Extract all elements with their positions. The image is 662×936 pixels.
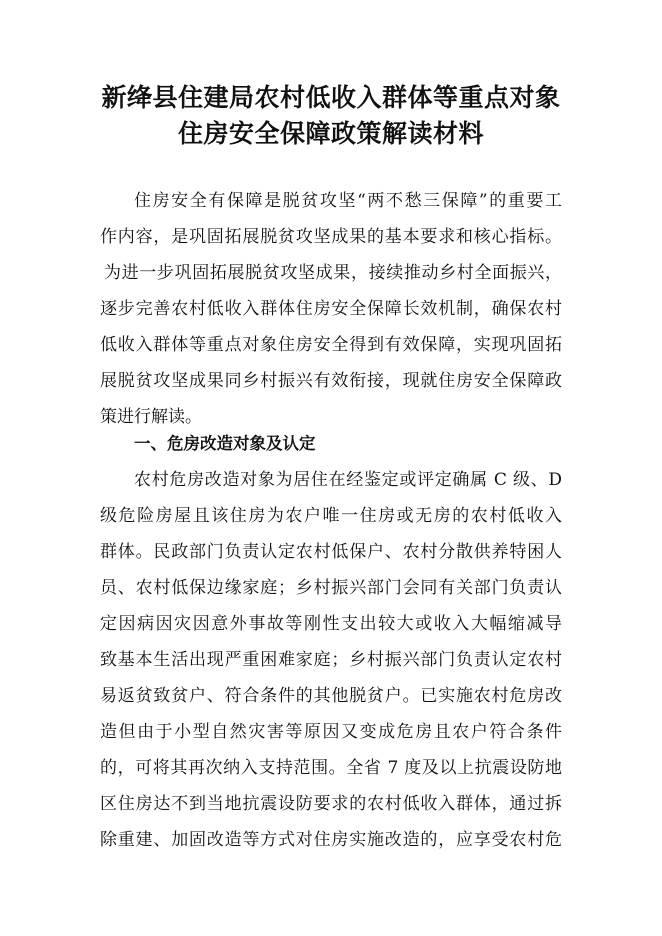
paragraph-2-line: 易返贫致贫户、符合条件的其他脱贫户。已实施农村危房改 [100, 686, 562, 706]
paragraph-2-line: 造但由于小型自然灾害等原因又变成危房且农户符合条件 [100, 722, 562, 742]
paragraph-2-line: 致基本生活出现严重困难家庭；乡村振兴部门负责认定农村 [100, 650, 562, 670]
paragraph-1-line: 作内容，是巩固拓展脱贫攻坚成果的基本要求和核心指标。 [100, 227, 562, 247]
paragraph-1-line: 低收入群体等重点对象住房安全得到有效保障，实现巩固拓 [100, 335, 562, 355]
document-title-line-2: 住房安全保障政策解读材料 [177, 119, 484, 148]
section-heading: 一、危房改造对象及认定 [134, 434, 316, 453]
paragraph-2-line: 的，可将其再次纳入支持范围。全省 7 度及以上抗震设防地 [100, 758, 562, 778]
paragraph-1-line: 逐步完善农村低收入群体住房安全保障长效机制，确保农村 [100, 299, 562, 319]
paragraph-2-line: 群体。民政部门负责认定农村低保户、农村分散供养特困人 [100, 542, 562, 562]
paragraph-2-line: 级危险房屋且该住房为农户唯一住房或无房的农村低收入 [100, 506, 562, 526]
paragraph-2-line: 除重建、加固改造等方式对住房实施改造的，应享受农村危 [100, 830, 562, 850]
paragraph-1-line: 展脱贫攻坚成果同乡村振兴有效衔接，现就住房安全保障政 [100, 371, 562, 391]
paragraph-1-line: 策进行解读。 [100, 407, 202, 427]
paragraph-2-line: 区住房达不到当地抗震设防要求的农村低收入群体，通过拆 [100, 794, 562, 814]
document-title-line-1: 新绛县住建局农村低收入群体等重点对象 [101, 83, 561, 112]
paragraph-2-line: 农村危房改造对象为居住在经鉴定或评定确属 C 级、D [134, 470, 562, 490]
paragraph-2-line: 定因病因灾因意外事故等刚性支出较大或收入大幅缩减导 [100, 614, 562, 634]
paragraph-1-line: 住房安全有保障是脱贫攻坚“两不愁三保障”的重要工 [134, 191, 562, 211]
paragraph-2-line: 员、农村低保边缘家庭；乡村振兴部门会同有关部门负责认 [100, 578, 562, 598]
paragraph-1-line: 为进一步巩固拓展脱贫攻坚成果，接续推动乡村全面振兴， [104, 263, 562, 283]
